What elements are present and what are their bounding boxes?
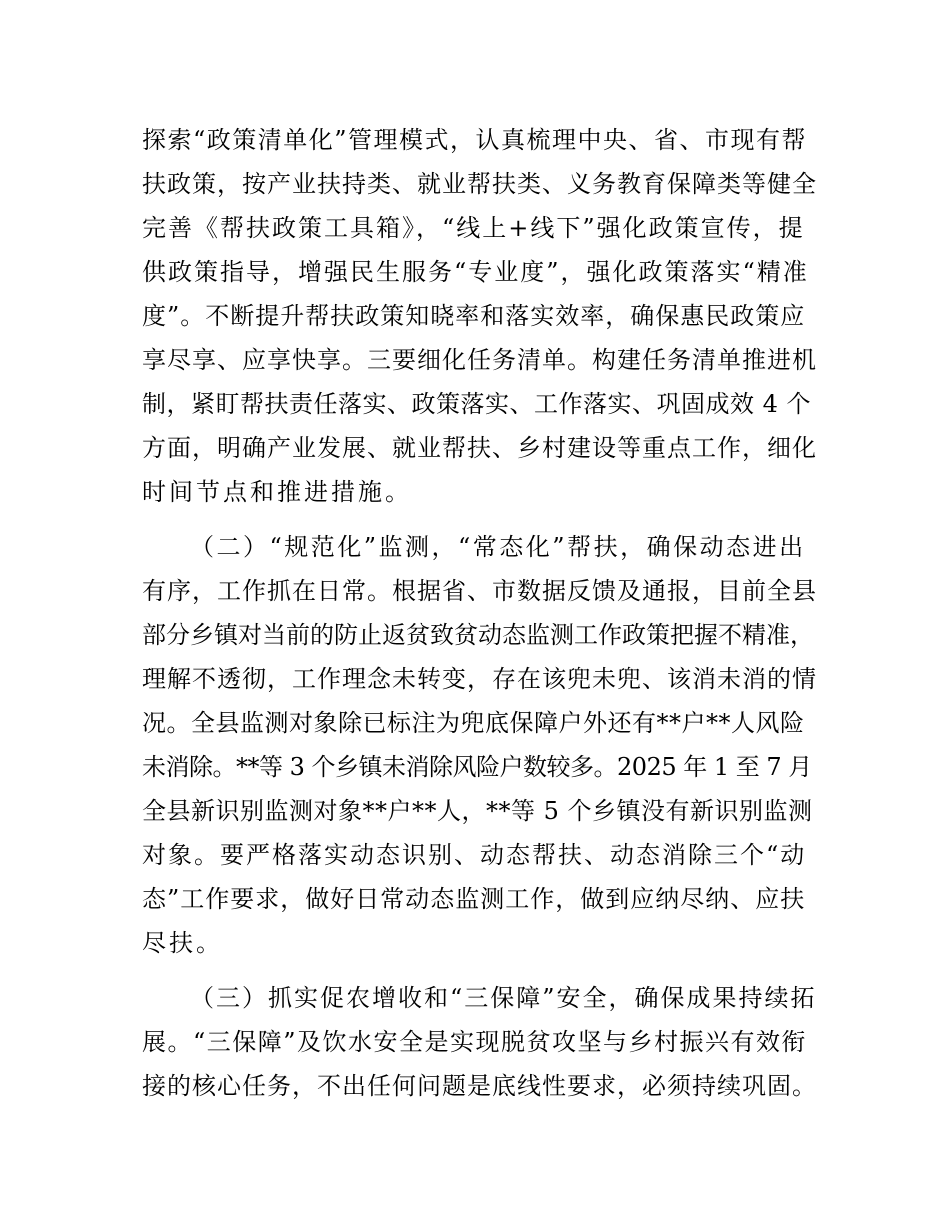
text-line: 展。“三保障”及饮水安全是实现脱贫攻坚与乡村振兴有效衔 — [142, 1028, 808, 1056]
text-line: 况。全县监测对象除已标注为兜底保障户外还有**户**人风险 — [142, 709, 805, 737]
text-line: 制，紧盯帮扶责任落实、政策落实、工作落实、巩固成效 4 个 — [142, 390, 812, 418]
text-line: 方面，明确产业发展、就业帮扶、乡村建设等重点工作，细化 — [142, 434, 817, 462]
text-line: 供政策指导，增强民生服务“专业度”，强化政策落实“精准 — [142, 258, 809, 286]
text-line: 完善《帮扶政策工具箱》，“线上+线下”强化政策宣传，提 — [142, 214, 805, 242]
text-line: 接的核心任务，不出任何问题是底线性要求，必须持续巩固。 — [142, 1072, 817, 1100]
text-line: 尽扶。 — [142, 929, 223, 957]
paragraph-policy-list — [142, 118, 817, 514]
text-line: 度”。不断提升帮扶政策知晓率和落实效率，确保惠民政策应 — [142, 302, 806, 330]
text-line: 探索“政策清单化”管理模式，认真梳理中央、省、市现有帮 — [142, 126, 808, 154]
text-line: 未消除。**等 3 个乡镇未消除风险户数较多。2025 年 1 至 7 月 — [142, 753, 812, 781]
text-line: （三）抓实促农增收和“三保障”安全，确保成果持续拓 — [190, 984, 817, 1012]
document-body — [142, 118, 817, 1108]
text-line: （二）“规范化”监测，“常态化”帮扶，确保动态进出 — [190, 533, 806, 561]
paragraph-three-guarantees — [142, 976, 817, 1108]
text-line: 态”工作要求，做好日常动态监测工作，做到应纳尽纳、应扶 — [142, 885, 806, 913]
text-line: 对象。要严格落实动态识别、动态帮扶、动态消除三个“动 — [142, 841, 807, 869]
text-line: 理解不透彻，工作理念未转变，存在该兜未兜、该消未消的情 — [142, 665, 817, 693]
text-line: 时间节点和推进措施。 — [142, 478, 412, 506]
text-line: 全县新识别监测对象**户**人，**等 5 个乡镇没有新识别监测 — [142, 797, 813, 825]
text-line: 扶政策，按产业扶持类、就业帮扶类、义务教育保障类等健全 — [142, 170, 817, 198]
text-line: 享尽享、应享快享。三要细化任务清单。构建任务清单推进机 — [142, 346, 817, 374]
paragraph-monitoring — [142, 525, 817, 965]
text-line: 有序，工作抓在日常。根据省、市数据反馈及通报，目前全县 — [142, 577, 817, 605]
text-line: 部分乡镇对当前的防止返贫致贫动态监测工作政策把握不精准， — [142, 621, 814, 649]
